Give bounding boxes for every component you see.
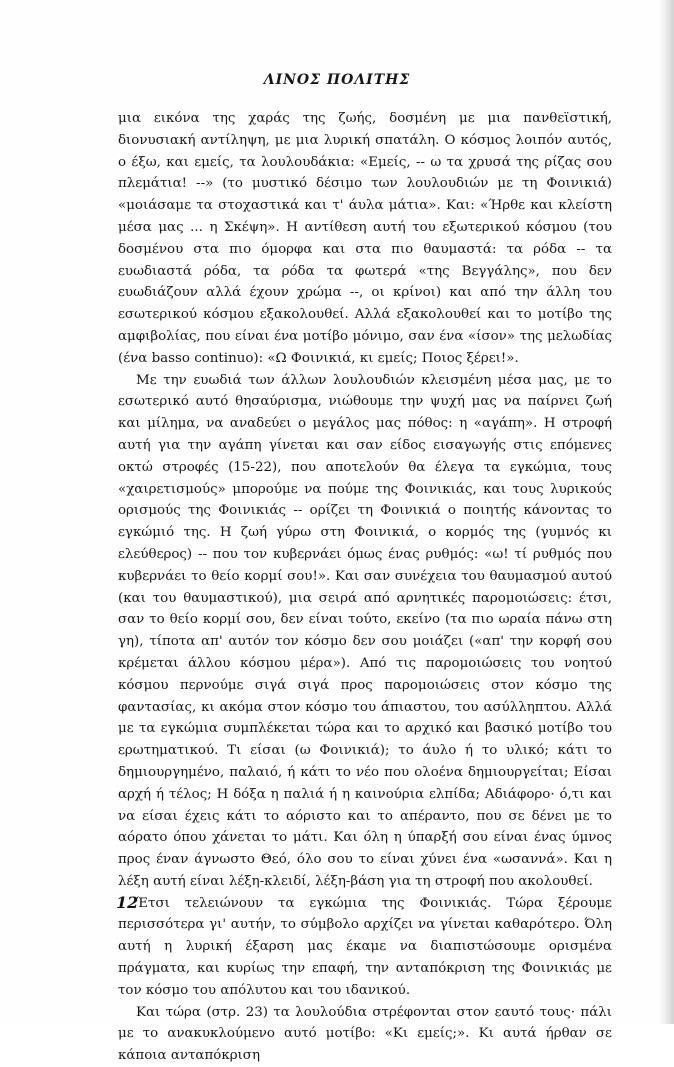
paragraph: Με την ευωδιά των άλλων λουλουδιών κλεισμένη μέσα μας, με το εσωτερικό αυτό θησαύρισμα, νιώθουμε την ψυχή μας να παίρνει ζωή και μίλημα, να αναδεύει ο μεγάλος μας πόθος: η «αγάπη». Η στροφή αυτή για την αγάπη γίνεται και σαν είδος εισαγωγής στις επόμενες οκτώ στροφές (15-22), που αποτελούν θα έλεγα τα εγκώμια, τους «χαιρετισμούς» μπορούμε να πούμε της Φοινικιάς, και τους λυρικούς ορισμούς της Φοινικιάς -- ορίζει τη Φοινικιά ο ποιητής κάνοντας το εγκώμιό της. Η ζωή γύρω στη Φοινικιά, ο κορμός της (γυμνός κι ελεύθερος) -- που τον κυβερνάει όμως ένας ρυθμός: «ω! τί ρυθμός που κυβερνάει το θείο κορμί σου!». Και σαν συνέχεια του θαυμασμού αυτού (και του θαυμαστικού), μια σειρά από αρνητικές παρομοιώσεις: έτσι, σαν το θείο κορμί σου, δεν είναι τούτο, εκείνο (τα πιο ωραία πάνω στη γη), τίποτα απ' αυτόν τον κόσμο δεν σου μοιάζει («απ' την κορφή σου κρέμεται άλλου κόσμου μέρα»). Από τις παρομοιώσεις του νοητού κόσμου περνούμε σιγά σιγά προς παρομοιώσεις στον κόσμο της φαντασίας, κι ακόμα στον κόσμο του άπιαστου, του ασύλληπτου. Αλλά με τα εγκώμια συμπλέκεται τώρα και το αρχικό και βασικό μοτίβο του ερωτηματικού. Τι είσαι (ω Φοινικιά); το άυλο ή το υλικό; κάτι το δημιουργημένο, παλαιό, ή κάτι το νέο που ολοένα δημιουργείται; Είσαι αρχή ή τέλος; Η δόξα η παλιά ή η καινούρια ελπίδα; Αδιάφορο· ό,τι και να είσαι έχεις κάτι το αόριστο και το απέραντο, που σε δένει με το αόρατο όπου χάνεται το μάτι. Και όλη η ύπαρξή σου είναι ένας ύμνος προς έναν άγνωστο Θεό, όλο σου το είναι χύνει ένα «ωσαννά». Και η λέξη αυτή είναι λέξη-κλειδί, λέξη-βάση για τη στροφή που ακολουθεί.: [118, 372, 612, 889]
body-text: [118, 108, 612, 1067]
paragraph: μια εικόνα της χαράς της ζωής, δοσμένη με μια πανθεϊστική, διονυσιακή αντίληψη, με μια λυρική σπατάλη. Ο κόσμος λοιπόν αυτός, ο έξω, και εμείς, τα λουλουδάκια: «Εμείς, -- ω τα χρυσά της ρίζας σου πλεμάτια! --» (το μυστικό δέσιμο των λουλουδιών με τη Φοινικιά) «μοιάσαμε τα στοχαστικά και τ' άυλα μάτια». Και: «Ήρθε και κλείστη μέσα μας ... η Σκέψη». Η αντίθεση αυτή του εξωτερικού κόσμου (του δοσμένου στα πιο όμορφα και στα πιο θαυμαστά: τα ρόδα -- τα ευωδιαστά ρόδα, τα ρόδα τα φωτερά «της Βεγγάλης», που δεν ευωδιάζουν αλλά έχουν χρώμα --, οι κρίνοι) και από την άλλη του εσωτερικού κόσμου εξακολουθεί. Αλλά εξακολουθεί και το μοτίβο της αμφιβολίας, που είναι ένα μοτίβο μόνιμο, σαν ένα «ίσον» της μελωδίας (ένα basso continuo): «Ω Φοινικιά, κι εμείς; Ποιος ξέρει!».: [118, 111, 612, 366]
page-number: 12: [116, 893, 139, 912]
paragraph: Έτσι τελειώνουν τα εγκώμια της Φοινικιάς. Τώρα ξέρουμε περισσότερα γι' αυτήν, το σύμβολο αρχίζει να γίνεται καθαρότερο. Όλη αυτή η λυρική έξαρση μας έκαμε να διαπιστώσουμε ορισμένα πράγματα, και κυρίως την επαφή, την ανταπόκριση της Φοινικιάς με τον κόσμο του απόλυτου και του ιδανικού.: [118, 895, 612, 998]
page-edge-shadow: [658, 0, 674, 1024]
running-head: ΛΙΝΟΣ ΠΟΛΙΤΗΣ: [263, 72, 411, 88]
paragraph: Και τώρα (στρ. 23) τα λουλούδια στρέφονται στον εαυτό τους· πάλι με το ανακυκλούμενο αυτό μοτίβο: «Κι εμείς;». Κι αυτά ήρθαν σε κάποια ανταπόκριση: [118, 1004, 612, 1064]
